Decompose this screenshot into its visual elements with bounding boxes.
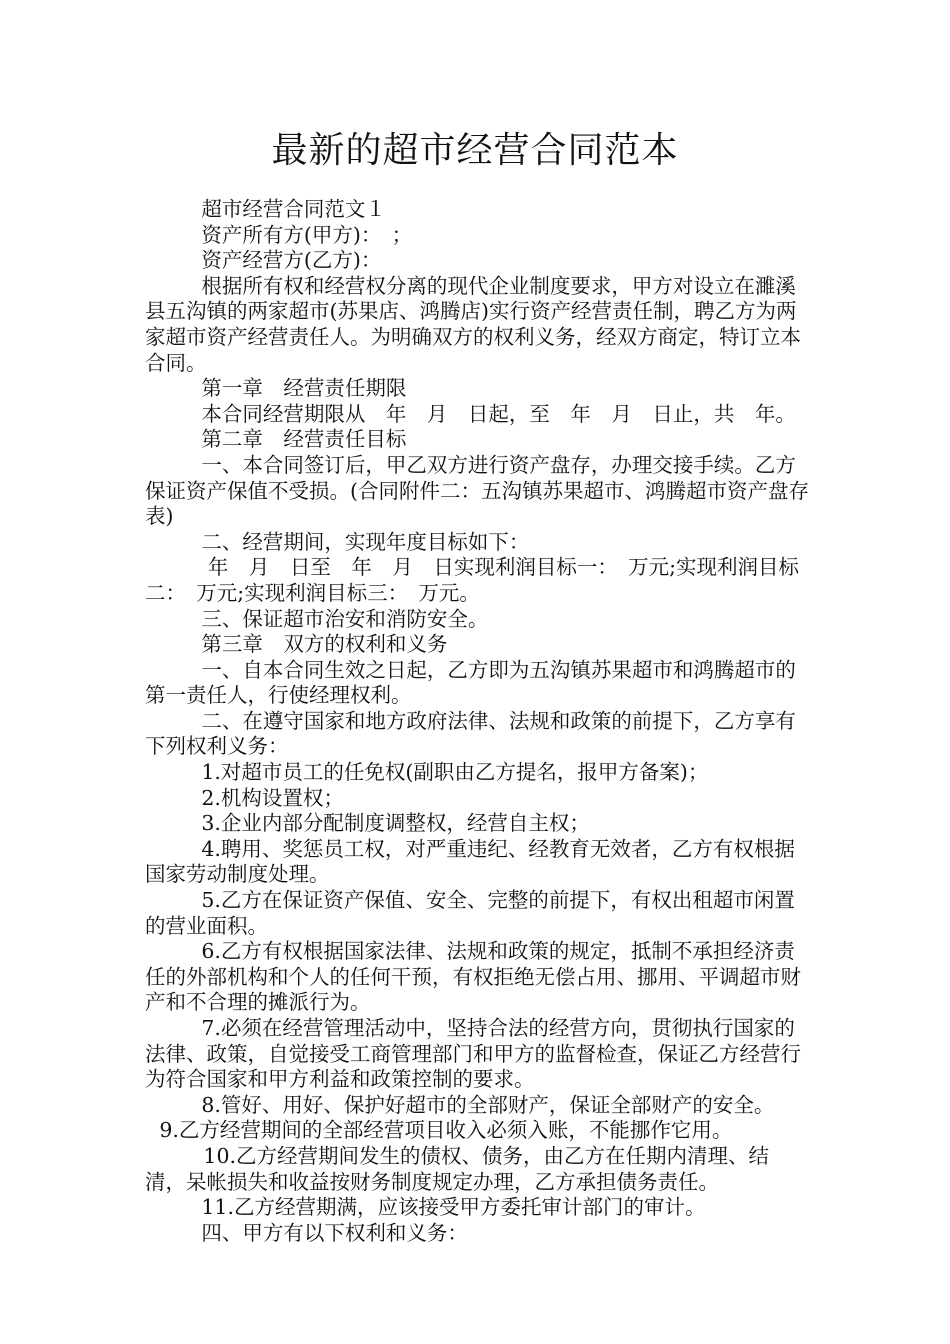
- paragraph-party-a-rights: 四、甲方有以下权利和义务：: [201, 1220, 468, 1245]
- paragraph-rights-1: 一、自本合同生效之日起，乙方即为五沟镇苏果超市和鸿腾超市的第一责任人，行使经理权利。: [145, 657, 796, 708]
- paragraph-goal-2-detail: 年 月 日至 年 月 日实现利润目标一： 万元;实现利润目标二： 万元;实现利润目标三： 万元。: [145, 555, 800, 605]
- paragraph-party-a: 资产所有方(甲方)： ；: [201, 222, 413, 247]
- list-item-5: 5.乙方在保证资产保值、安全、完整的前提下，有权出租超市闲置的营业面积。: [145, 888, 795, 938]
- list-item-7: 7.必须在经营管理活动中，坚持合法的经营方向，贯彻执行国家的法律、政策，自觉接受工商管理部门和甲方的监督检查，保证乙方经营行为符合国家和甲方利益和政策控制的要求。: [145, 1016, 801, 1092]
- list-item-9: 9.乙方经营期间的全部经营项目收入必须入账，不能挪作它用。: [159, 1118, 733, 1143]
- list-item-4: 4.聘用、奖惩员工权，对严重违纪、经教育无效者，乙方有权根据国家劳动制度处理。: [145, 836, 795, 887]
- paragraph-term: 本合同经营期限从 年 月 日起，至 年 月 日止，共 年。: [201, 401, 796, 426]
- paragraph-goal-2: 二、经营期间，实现年度目标如下：: [201, 529, 530, 554]
- chapter-heading-3: 第三章 双方的权利和义务: [201, 632, 448, 657]
- list-item-6: 6.乙方有权根据国家法律、法规和政策的规定，抵制不承担经济责任的外部机构和个人的任何干预，有权拒绝无偿占用、挪用、平调超市财产和不合理的摊派行为。: [145, 939, 801, 1015]
- paragraph-goal-3: 三、保证超市治安和消防安全。: [201, 606, 489, 631]
- chapter-heading-1: 第一章 经营责任期限: [201, 376, 407, 401]
- list-item-8: 8.管好、用好、保护好超市的全部财产，保证全部财产的安全。: [201, 1092, 775, 1117]
- paragraph-preamble: 根据所有权和经营权分离的现代企业制度要求，甲方对设立在濉溪县五沟镇的两家超市(苏果店、鸿腾店)实行资产经营责任制，聘乙方为两家超市资产经营责任人。为明确双方的权利义务，经双方商定，特订立本合同。: [145, 273, 801, 375]
- list-item-3: 3.企业内部分配制度调整权，经营自主权；: [201, 811, 590, 836]
- document-body: [145, 197, 810, 1246]
- list-item-1: 1.对超市员工的任免权(副职由乙方提名，报甲方备案)；: [201, 760, 709, 785]
- paragraph-party-b: 资产经营方(乙方)：: [201, 248, 382, 273]
- paragraph-goal-1: 一、本合同签订后，甲乙双方进行资产盘存，办理交接手续。乙方保证资产保值不受损。(合同附件二：五沟镇苏果超市、鸿腾超市资产盘存表): [145, 452, 809, 529]
- chapter-heading-2: 第二章 经营责任目标: [201, 427, 407, 452]
- document-title: 最新的超市经营合同范本: [271, 130, 679, 171]
- paragraph-rights-2: 二、在遵守国家和地方政府法律、法规和政策的前提下，乙方享有下列权利义务：: [145, 708, 796, 759]
- paragraph-subtitle: 超市经营合同范文１: [201, 197, 386, 221]
- list-item-10: 10.乙方经营期间发生的债权、债务，由乙方在任期内清理、结清，呆帐损失和收益按财务制度规定办理，乙方承担债务责任。: [145, 1143, 770, 1194]
- list-item-11: 11.乙方经营期满，应该接受甲方委托审计部门的审计。: [201, 1195, 706, 1220]
- list-item-2: 2.机构设置权；: [201, 785, 344, 810]
